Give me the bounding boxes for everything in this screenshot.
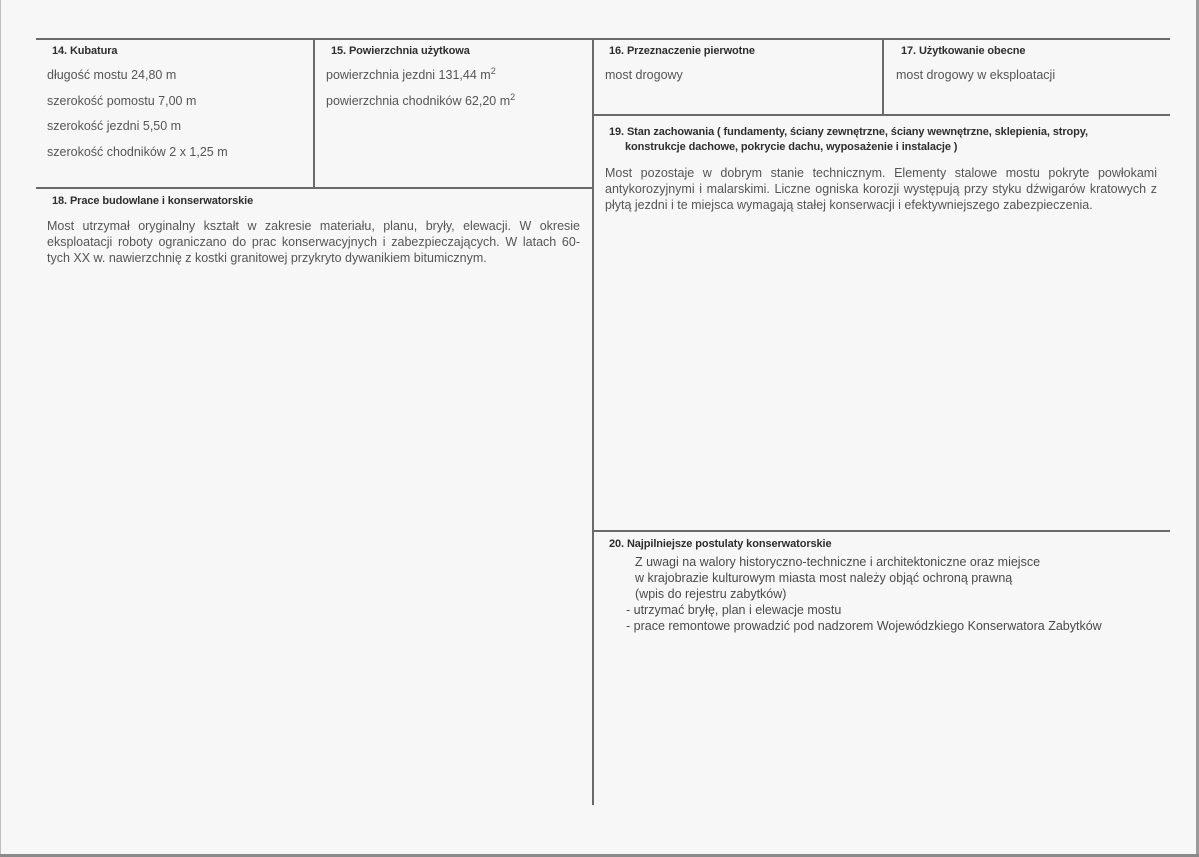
s15-line-2: powierzchnia chodników 62,20 $m^2$ [326,92,516,108]
s16-value: most drogowy [605,68,683,82]
s14-line-3: szerokość jezdni 5,50 m [47,119,182,133]
s20-line-4: - utrzymać bryłę, plan i elewacje mostu [626,603,842,617]
rule-above-20 [592,530,1170,532]
s14-line-2: szerokość pomostu 7,00 m [47,94,197,108]
section-14-title: 14. Kubatura [52,45,118,57]
card-edge-left [0,0,1,857]
s20-line-3: (wpis do rejestru zabytków) [635,587,787,601]
s19-text: Most pozostaje w dobrym stanie technicznym. Elementy stalowe mostu pokryte powłokami antykorozyjnymi i malarskimi. Liczne ogniska korozji występują przy styku dźwigarów kratowych z płytą jezdni i te miejsca wymagają stałej konserwacji i efektywniejszego zabezpieczenia. [605,166,1157,212]
s18-text: Most utrzymał oryginalny kształt w zakresie materiału, planu, bryły, elewacji. W okresie eksploatacji roboty ograniczano do prac konserwacyjnych i zabezpieczających. W latach 60-tych XX w. nawierzchnię z kostki granitowej przykryto dywanikiem bitumicznym. [47,219,580,265]
rule-above-19 [592,114,1170,116]
s20-line-2: w krajobrazie kulturowym miasta most należy objąć ochroną prawną [635,571,1013,585]
divider-14-15 [313,38,315,188]
s14-line-4: szerokość chodników 2 x 1,25 m [47,145,228,159]
section-18-title: 18. Prace budowlane i konserwatorskie [52,195,254,207]
s17-value: most drogowy w eksploatacji [896,68,1056,82]
superscript-2: 2 [490,66,496,76]
section-20-title: 20. Najpilniejsze postulaty konserwatorskie [609,538,832,550]
top-rule [36,38,1170,40]
s20-line-5: - prace remontowe prowadzić pod nadzorem Wojewódzkiego Konserwatora Zabytków [626,619,1102,633]
section-19-title-line-2: konstrukcje dachowe, pokrycie dachu, wyposażenie i instalacje ) [625,141,958,153]
divider-main [592,38,594,805]
s15-line-1: powierzchnia jezdni 131,44 $m^2$ [326,66,496,82]
divider-16-17 [882,38,884,115]
section-17-title: 17. Użytkowanie obecne [901,45,1026,57]
rule-above-18 [36,187,594,189]
superscript-2: 2 [510,92,516,102]
s20-line-1: Z uwagi na walory historyczno-techniczne i architektoniczne oraz miejsce [635,555,1041,569]
section-16-title: 16. Przeznaczenie pierwotne [609,45,755,57]
s14-line-1: długość mostu 24,80 m [47,68,177,82]
section-19-title-line-1: 19. Stan zachowania ( fundamenty, ściany zewnętrzne, ściany wewnętrzne, sklepienia, stropy, [609,126,1088,138]
section-15-title: 15. Powierzchnia użytkowa [331,45,470,57]
